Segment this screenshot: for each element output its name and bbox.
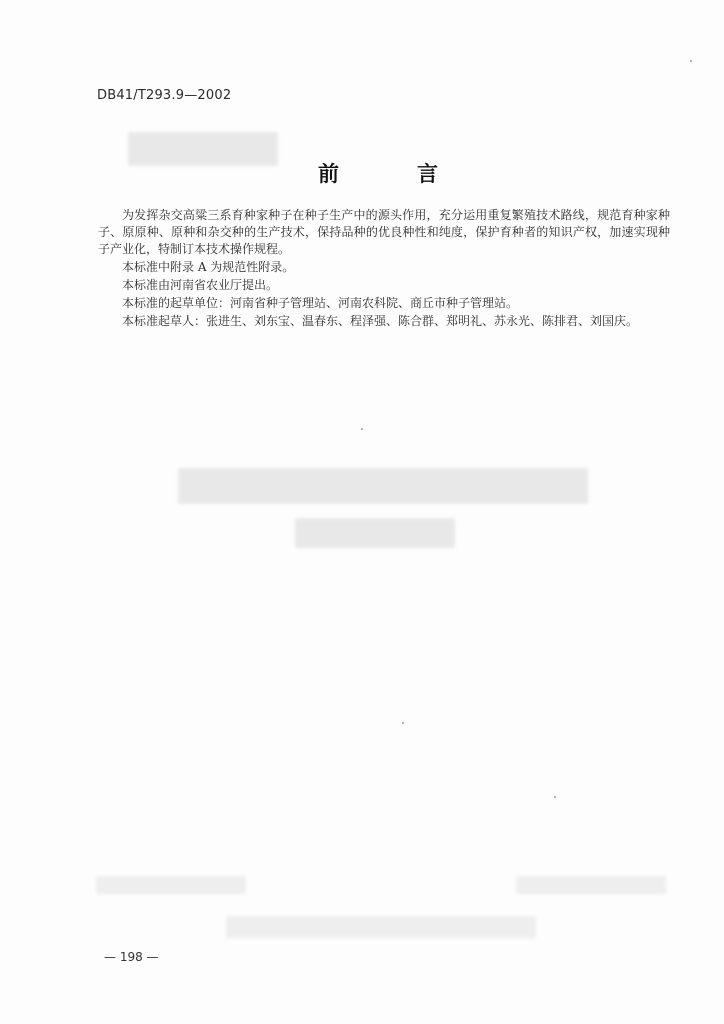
- paragraph-appendix: 本标准中附录 A 为规范性附录。: [122, 260, 295, 274]
- foreword-body: [98, 207, 670, 330]
- bleed-through-mark: [96, 876, 246, 894]
- page-number: — 198 —: [104, 950, 159, 964]
- paragraph-proposer: 本标准由河南省农业厅提出。: [122, 278, 279, 292]
- paragraph-purpose: 为发挥杂交高粱三系育种家种子在种子生产中的源头作用，充分运用重复繁殖技术路线，规范育种家种子、原原种、原种和杂交种的生产技术，保持品种的优良种性和纯度，保护育种者的知识产权，加速实现种子产业化，特制订本技术操作规程。: [98, 208, 670, 256]
- scan-speck: [554, 796, 556, 798]
- title-char-2: 言: [417, 162, 438, 186]
- standard-code: DB41/T293.9—2002: [97, 88, 232, 103]
- scan-speck: [690, 60, 692, 62]
- page-title: [318, 158, 438, 188]
- scan-speck: [361, 428, 363, 430]
- title-char-1: 前: [318, 162, 339, 186]
- bleed-through-mark: [226, 916, 536, 938]
- bleed-through-mark: [128, 132, 278, 166]
- bleed-through-mark: [295, 518, 455, 548]
- bleed-through-mark: [178, 468, 588, 504]
- bleed-through-mark: [516, 876, 666, 894]
- paragraph-drafters: 本标准起草人：张进生、刘东宝、温春东、程泽强、陈合群、郑明礼、苏永光、陈排君、刘国庆。: [122, 314, 639, 328]
- scan-speck: [402, 722, 404, 724]
- paragraph-drafting-units: 本标准的起草单位：河南省种子管理站、河南农科院、商丘市种子管理站。: [122, 296, 519, 310]
